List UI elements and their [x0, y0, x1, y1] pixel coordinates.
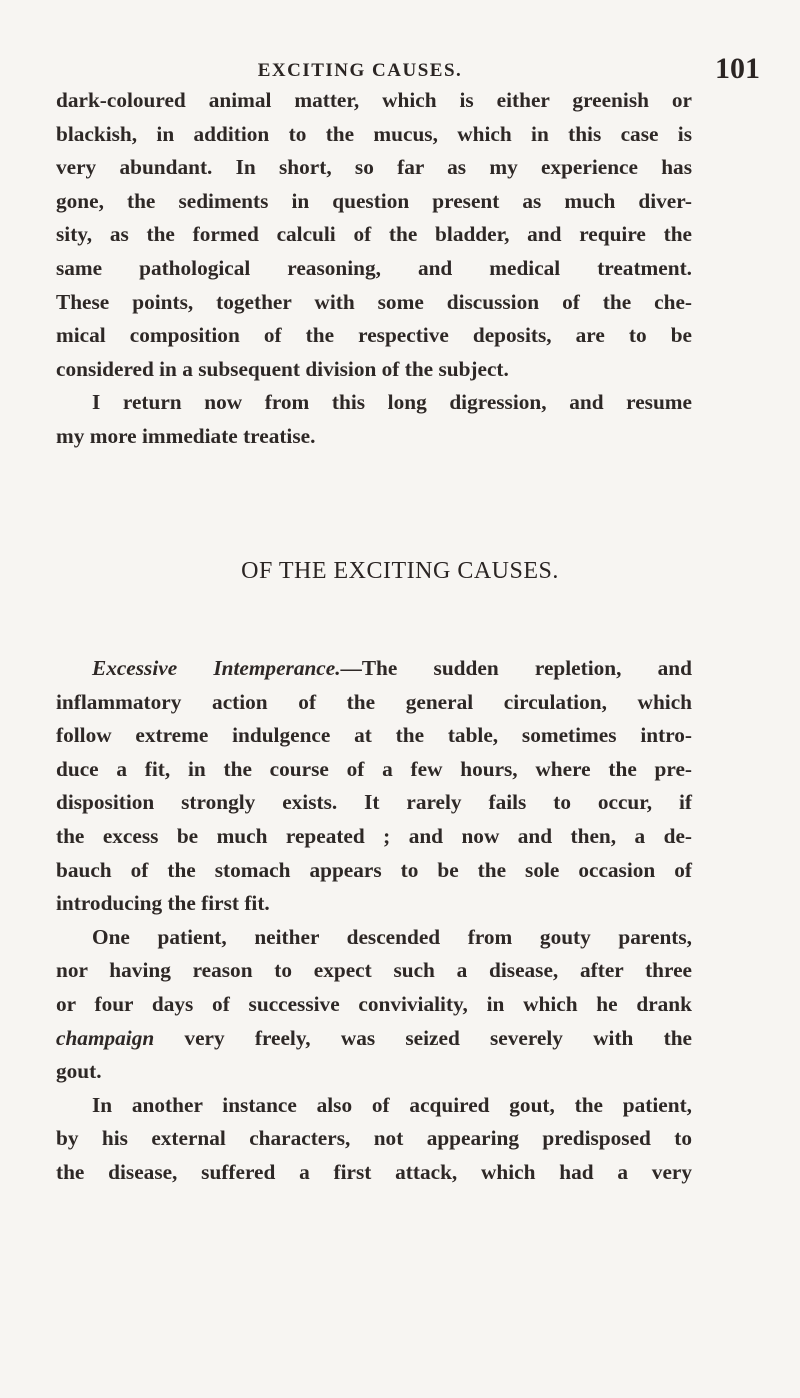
body-text-bottom [56, 652, 692, 1190]
text-line: In another instance also of acquired gout, the patient, [92, 1092, 692, 1117]
section-heading: OF THE EXCITING CAUSES. [241, 558, 559, 584]
text-line: considered in a subsequent division of the subject. [56, 356, 509, 381]
text-line: bauch of the stomach appears to be the sole occasion of [56, 857, 692, 882]
text-line: or four days of successive conviviality, in which he drank [56, 991, 692, 1016]
text-line: very abundant. In short, so far as my experience has [56, 155, 692, 180]
text-line: same pathological reasoning, and medical treatment. [56, 255, 692, 280]
text-line: These points, together with some discussion of the che- [56, 289, 692, 314]
text-line: I return now from this long digression, and resume [92, 390, 692, 415]
paragraph-patient [56, 921, 692, 1089]
text-line: nor having reason to expect such a disease, after three [56, 958, 692, 983]
text-line: by his external characters, not appearing predisposed to [56, 1126, 692, 1151]
text-line: follow extreme indulgence at the table, sometimes intro- [56, 723, 692, 748]
text-line: disposition strongly exists. It rarely fails to occur, if [56, 790, 692, 815]
text-line: my more immediate treatise. [56, 423, 316, 448]
paragraph-intemperance [56, 652, 692, 921]
page-number: 101 [715, 52, 760, 85]
text-line: mical composition of the respective deposits, are to be [56, 323, 692, 348]
text-line [56, 652, 692, 686]
after-italic: very freely, was seized severely with the [154, 1025, 692, 1050]
text-line [56, 1022, 692, 1056]
text-line: gone, the sediments in question present as much diver- [56, 188, 692, 213]
text-line: the disease, suffered a first attack, which had a very [56, 1159, 692, 1184]
italic-lead: Excessive Intemperance. [92, 656, 341, 680]
paragraph-digression [56, 386, 692, 453]
italic-word: champaign [56, 1025, 155, 1050]
body-text-top [56, 84, 692, 454]
text-line: dark-coloured animal matter, which is either greenish or [56, 88, 692, 112]
paragraph-continued [56, 84, 692, 386]
text-line: duce a fit, in the course of a few hours, where the pre- [56, 756, 692, 781]
text-line: blackish, in addition to the mucus, which in this case is [56, 121, 692, 146]
lead-rest: —The sudden repletion, and [340, 656, 692, 680]
text-line: sity, as the formed calculi of the bladder, and require the [56, 222, 692, 247]
text-line: the excess be much repeated ; and now and then, a de- [56, 823, 692, 848]
running-title: EXCITING CAUSES. [257, 60, 463, 81]
text-line: One patient, neither descended from gouty parents, [92, 924, 692, 949]
text-line: inflammatory action of the general circulation, which [56, 689, 692, 714]
paragraph-another-instance [56, 1089, 692, 1190]
text-line: introducing the first fit. [56, 891, 270, 916]
text-line: gout. [56, 1059, 102, 1084]
